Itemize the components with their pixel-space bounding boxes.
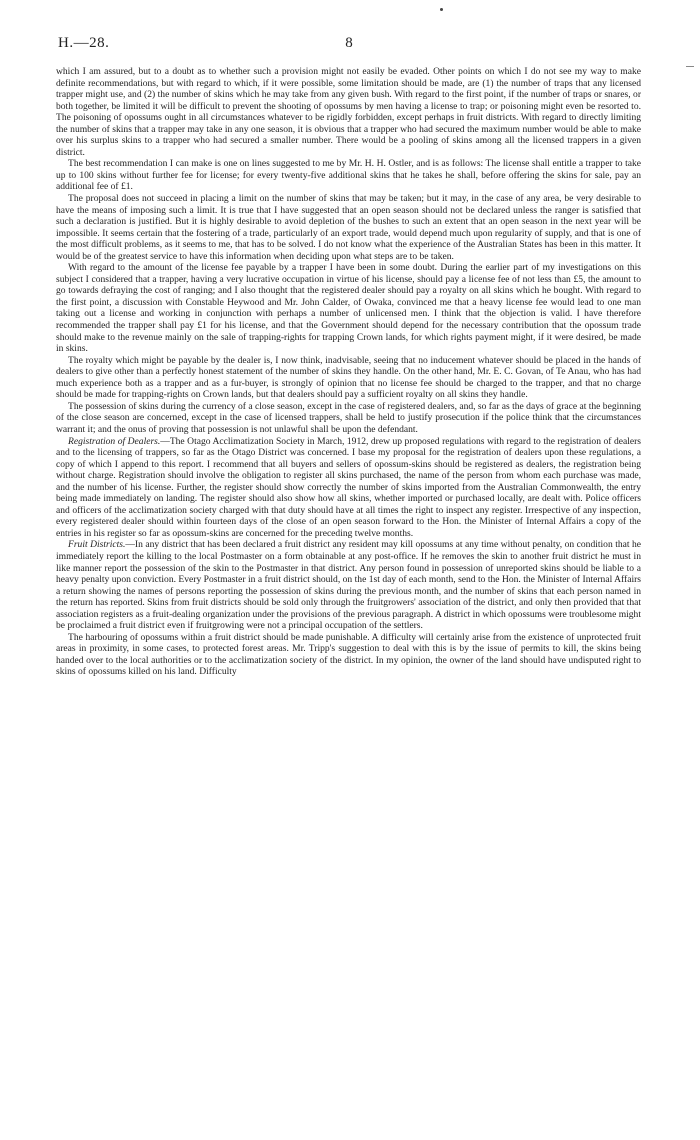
paragraph-fruit-districts: Fruit Districts.—In any district that has been declared a fruit district any resident may kill opossums at any time without penalty, on condition that he immediately report the killing to the local Postmaster on a form obtainable at any post-office. If he removes the skin to another fruit district he must in like manner report the possession of the skin to the Postmaster in that district. Any person found in possession of unreported skins should be liable to a heavy penalty upon conviction. Every Postmaster in a fruit district should, on the 1st day of each month, send to the Hon. the Minister of Internal Affairs a return showing the names of persons reporting the possession of skins during the previous month, and the number of skins that each person named in the return has reported. Skins from fruit districts should be sold only through the fruitgrowers' association of the district, and only then provided that that association registers as a fruit-dealing organization under the provisions of the previous paragraph. A district in which opossums were troublesome might be proclaimed a fruit district even if fruitgrowing were not a principal occupation of the settlers. bbox=[56, 539, 641, 632]
paragraph: The possession of skins during the currency of a close season, except in the case of registered dealers, and, so far as the days of grace at the beginning of the close season are concerned, except in the case of licensed trappers, shall be held to justify prosecution if the police think that the circumstances warrant it; and the onus of proving that possession is not unlawful shall be upon the defendant. bbox=[56, 400, 641, 435]
section-heading: Registration of Dealers. bbox=[68, 435, 161, 447]
section-heading: Fruit Districts. bbox=[68, 539, 126, 551]
margin-mark bbox=[686, 66, 694, 67]
document-reference: H.—28. bbox=[58, 35, 110, 51]
page-header bbox=[58, 35, 640, 57]
paragraph-registration-of-dealers: Registration of Dealers.—The Otago Acclimatization Society in March, 1912, drew up proposed regulations with regard to the registration of dealers and to the licensing of trappers, so far as the Otago District was concerned. I base my proposal for the registration of dealers upon these regulations, a copy of which I append to this report. I recommend that all buyers and sellers of opossum-skins should be registered as dealers, the registration being without charge. Registration should involve the obligation to register all skins purchased, the name of the person from whom each purchase was made, and the number of his license. Further, the register should show correctly the number of skins imported from the Australian Commonwealth, the entry being made immediately on landing. The register should also show how all skins, whether imported or purchased locally, are dealt with. Police officers and officers of the acclimatization society charged with that duty should have at all times the right to inspect any register. Irrespective of any inspection, every registered dealer should within fourteen days of the close of an open season forward to the Hon. the Minister of Internal Affairs a copy of the entries in his register so far as opossum-skins are concerned for the preceding twelve months. bbox=[56, 435, 641, 539]
paragraph: The proposal does not succeed in placing a limit on the number of skins that may be taken; but it may, in the case of any area, be very desirable to have the means of imposing such a limit. It is true that I have suggested that an open season should not be declared unless the ranger is satisfied that such a declaration is justified. But it is highly desirable to avoid depletion of the bushes to such an extent that an open season in the next year will be impossible. It seems certain that the fostering of a trade, particularly of an export trade, would depend much upon regularity of supply, and that is one of the most difficult problems, as it seems to me, that has to be solved. I do not know what the experience of the Australian States has been in this matter. It would be of the greatest service to have this information when deciding upon what steps are to be taken. bbox=[56, 193, 641, 262]
print-mark bbox=[440, 8, 443, 11]
page-number: 8 bbox=[345, 35, 353, 51]
paragraph: The harbouring of opossums within a fruit district should be made punishable. A difficulty will certainly arise from the existence of unprotected fruit areas in proximity, in some cases, to protected forest areas. Mr. Tripp's suggestion to deal with this is by the issue of permits to kill, the skins being handed over to the local authorities or to the acclimatization society of the district. In my opinion, the owner of the land should have undisputed right to skins of opossums killed on his land. Difficulty bbox=[56, 631, 641, 678]
body-text bbox=[56, 66, 641, 678]
paragraph: The royalty which might be payable by the dealer is, I now think, inadvisable, seeing that no inducement whatever should be placed in the hands of dealers to give other than a perfectly honest statement of the number of skins they handle. On the other hand, Mr. E. C. Govan, of Te Anau, who has had much experience both as a trapper and as a fur-buyer, is strongly of opinion that no license fee should be charged to the trapper, and that no charge should be made for trapping-rights on Crown lands, but that dealers should pay a sufficient royalty on all skins they handle. bbox=[56, 354, 641, 401]
paragraph: The best recommendation I can make is one on lines suggested to me by Mr. H. H. Ostler, and is as follows: The license shall entitle a trapper to take up to 100 skins without further fee for license; for every twenty-five additional skins that he takes he shall, before offering the skins for sale, pay an additional fee of £1. bbox=[56, 158, 641, 193]
paragraph: which I am assured, but to a doubt as to whether such a provision might not easily be evaded. Other points on which I do not see my way to make definite recommendations, but with regard to which, if it were possible, some limitation should be made, are (1) the number of traps that any licensed trapper might use, and (2) the number of skins which he may take from any given bush. With regard to the first point, if the number of traps or snares, or both together, be limited it will be difficult to prevent the shooting of opossums by men having a license to trap; or poisoning might even be resorted to. The poisoning of opossums ought in all circumstances whatever to be rigidly forbidden, except perhaps in fruit districts. With regard to directly limiting the number of skins that a trapper may take in any one season, it is obvious that a trapper who had secured the maximum number would be able to make over his surplus skins to a trapper who had secured a smaller number. There would be a pooling of skins among all the licensed trappers in a given district. bbox=[56, 66, 641, 158]
paragraph: With regard to the amount of the license fee payable by a trapper I have been in some doubt. During the earlier part of my investigations on this subject I considered that a trapper, having a very lucrative occupation in virtue of his license, should pay a license fee of not less than £5, the amount to go towards defraying the cost of ranging; and I also thought that the registered dealer should pay a royalty on all skins which he bought. With regard to the first point, a discussion with Constable Heywood and Mr. John Calder, of Owaka, convinced me that a heavy license fee would lead to one man taking out a license and working in conjunction with perhaps a number of unlicensed men. I think that the objection is valid. I have therefore recommended the trapper shall pay £1 for his license, and that the Government should depend for the necessary contribution that the opossum trade should make to the revenue mainly on the sale of trapping-rights for trapping Crown lands, for which rights payment might, if it were desired, be made in skins. bbox=[56, 262, 641, 355]
